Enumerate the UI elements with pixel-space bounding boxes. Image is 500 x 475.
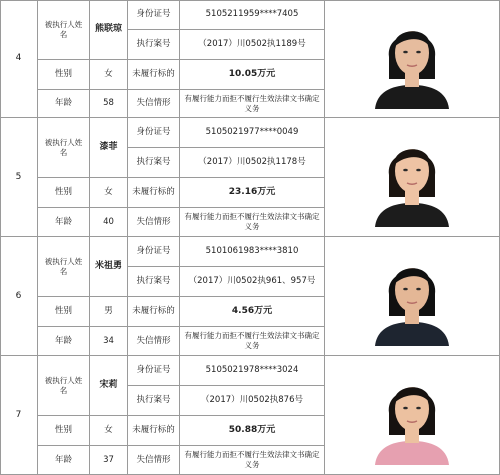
portrait-photo (367, 365, 457, 465)
age-value: 37 (90, 446, 128, 475)
gender-value: 女 (90, 178, 128, 208)
age-label: 年龄 (38, 446, 90, 475)
case-number: （2017）川0502执1178号 (180, 148, 325, 178)
age-value: 58 (90, 90, 128, 118)
portrait-photo (367, 127, 457, 227)
case-number: （2017）川0502执1189号 (180, 30, 325, 60)
age-label: 年龄 (38, 90, 90, 118)
record-index: 7 (0, 356, 38, 475)
person-name: 宋莉 (90, 356, 128, 416)
dishonest-label: 失信情形 (128, 446, 180, 475)
name-label: 被执行人姓名 (38, 237, 90, 297)
portrait-cell (325, 0, 500, 118)
portrait-photo (367, 246, 457, 346)
gender-value: 男 (90, 297, 128, 327)
dishonest-situation: 有履行能力而拒不履行生效法律文书确定义务 (180, 327, 325, 356)
id-label: 身份证号 (128, 356, 180, 386)
record-index: 4 (0, 0, 38, 118)
case-label: 执行案号 (128, 30, 180, 60)
portrait-photo (367, 9, 457, 109)
case-label: 执行案号 (128, 386, 180, 416)
name-label: 被执行人姓名 (38, 356, 90, 416)
case-number: （2017）川0502执961、957号 (180, 267, 325, 297)
dishonest-situation: 有履行能力而拒不履行生效法律文书确定义务 (180, 446, 325, 475)
unfulfilled-amount: 4.56万元 (180, 297, 325, 327)
person-name: 漆菲 (90, 118, 128, 178)
unfulfilled-amount: 23.16万元 (180, 178, 325, 208)
age-label: 年龄 (38, 208, 90, 237)
table-row (0, 237, 500, 356)
age-value: 40 (90, 208, 128, 237)
case-label: 执行案号 (128, 267, 180, 297)
person-name: 米祖勇 (90, 237, 128, 297)
person-name: 熊联琼 (90, 0, 128, 60)
id-number: 5105021978****3024 (180, 356, 325, 386)
record-index: 6 (0, 237, 38, 356)
id-label: 身份证号 (128, 0, 180, 30)
id-number: 5101061983****3810 (180, 237, 325, 267)
id-number: 5105021977****0049 (180, 118, 325, 148)
table-row (0, 118, 500, 237)
gender-label: 性别 (38, 178, 90, 208)
portrait-cell (325, 356, 500, 475)
unfulfilled-label: 未履行标的 (128, 60, 180, 90)
gender-label: 性别 (38, 60, 90, 90)
dishonest-situation: 有履行能力而拒不履行生效法律文书确定义务 (180, 208, 325, 237)
portrait-cell (325, 237, 500, 356)
age-label: 年龄 (38, 327, 90, 356)
name-label: 被执行人姓名 (38, 118, 90, 178)
id-label: 身份证号 (128, 237, 180, 267)
unfulfilled-label: 未履行标的 (128, 178, 180, 208)
table-row (0, 356, 500, 475)
unfulfilled-label: 未履行标的 (128, 416, 180, 446)
case-label: 执行案号 (128, 148, 180, 178)
portrait-cell (325, 118, 500, 237)
unfulfilled-amount: 10.05万元 (180, 60, 325, 90)
gender-value: 女 (90, 416, 128, 446)
gender-label: 性别 (38, 416, 90, 446)
record-index: 5 (0, 118, 38, 237)
case-number: （2017）川0502执876号 (180, 386, 325, 416)
dishonest-label: 失信情形 (128, 208, 180, 237)
age-value: 34 (90, 327, 128, 356)
dishonest-situation: 有履行能力而拒不履行生效法律文书确定义务 (180, 90, 325, 118)
gender-value: 女 (90, 60, 128, 90)
dishonest-label: 失信情形 (128, 327, 180, 356)
id-label: 身份证号 (128, 118, 180, 148)
table-row (0, 0, 500, 118)
name-label: 被执行人姓名 (38, 0, 90, 60)
gender-label: 性别 (38, 297, 90, 327)
unfulfilled-label: 未履行标的 (128, 297, 180, 327)
id-number: 5105211959****7405 (180, 0, 325, 30)
dishonest-label: 失信情形 (128, 90, 180, 118)
unfulfilled-amount: 50.88万元 (180, 416, 325, 446)
